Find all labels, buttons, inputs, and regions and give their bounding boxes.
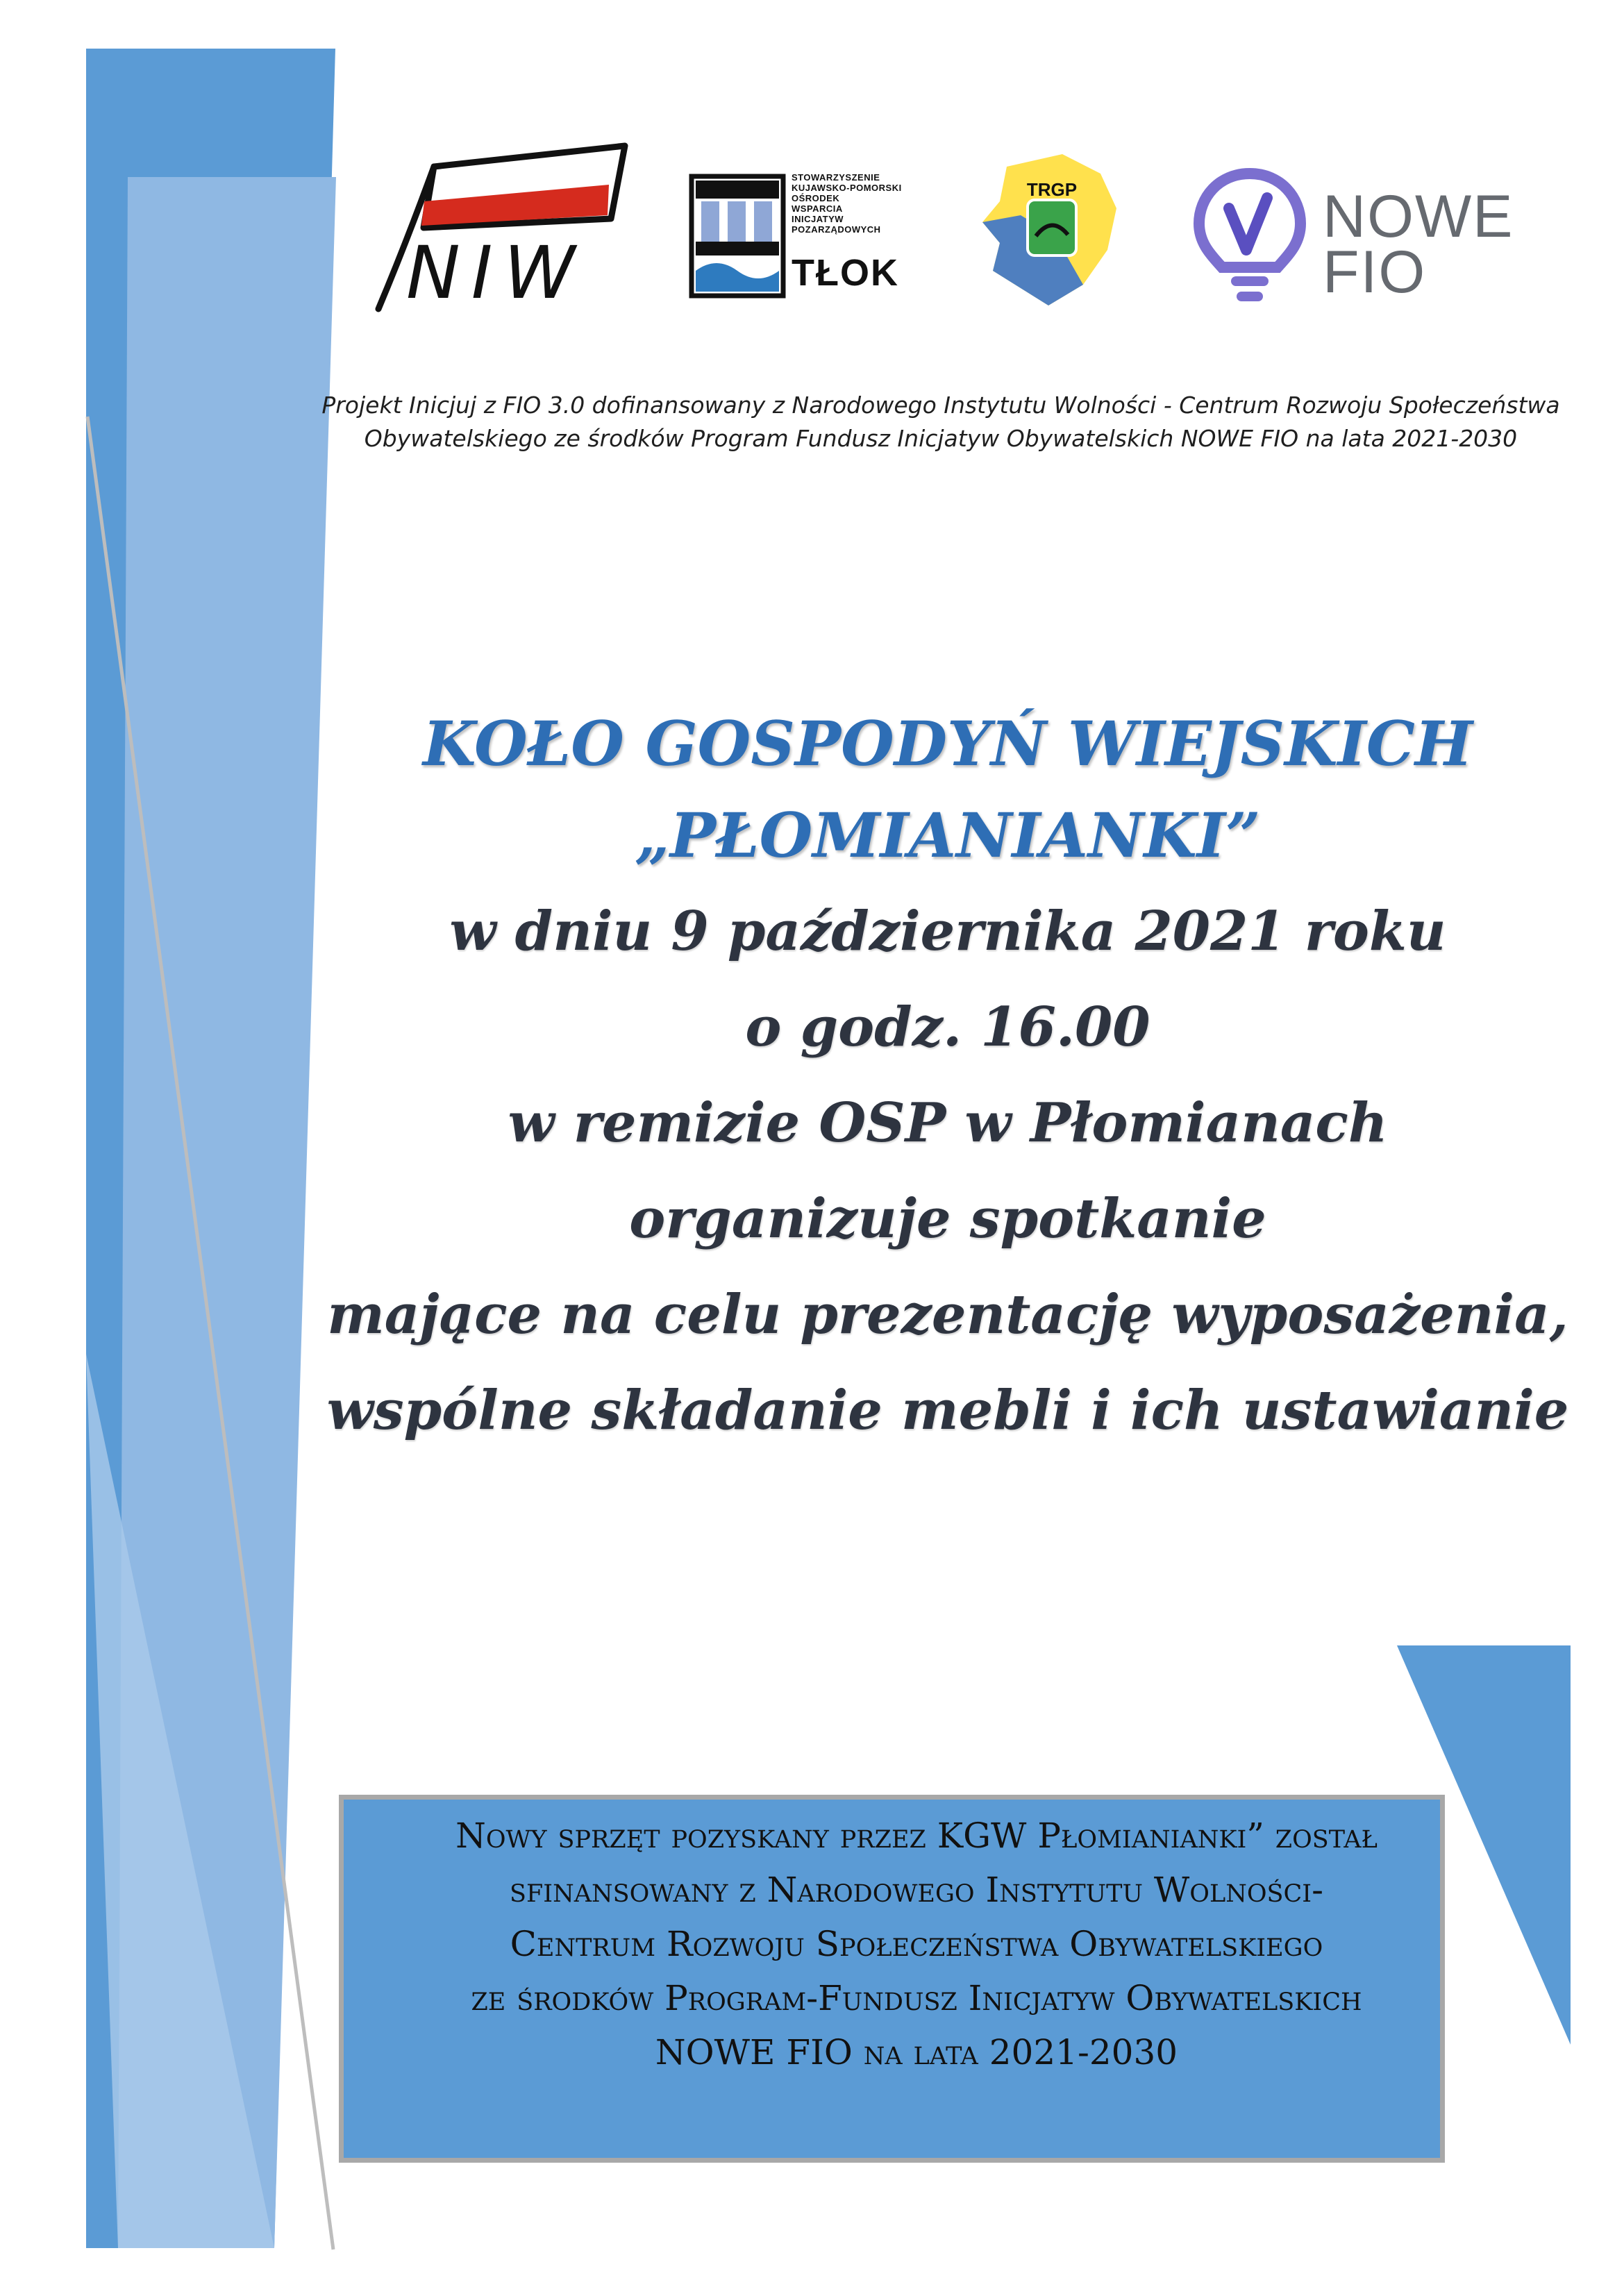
tlok-logo-mark [689, 174, 786, 299]
event-date: w dniu 9 października 2021 roku [449, 900, 1446, 963]
credit-line-1: Projekt Inicjuj z FIO 3.0 dofinansowany z Narodowego Instytutu Wolności - Centrum Rozwoju Społeczeństwa [321, 392, 1560, 419]
credit-line-2: Obywatelskiego ze środków Program Fundusz Inicjatyw Obywatelskich NOWE FIO na lata 2021-2030 [364, 425, 1518, 452]
event-place: w remizie OSP w Płomianach [508, 1091, 1388, 1155]
funding-line-1: Nowy sprzęt pozyskany przez KGW Płomianianki” został [455, 1816, 1378, 1856]
funding-line-2: sfinansowany z Narodowego Instytutu Wolności- [509, 1870, 1324, 1910]
tlok-logo-caption: STOWARZYSZENIE KUJAWSKO-POMORSKI OŚRODEK WSPARCIA INICJATYW POZARZĄDOWYCH [792, 172, 902, 235]
trgp-logo [979, 146, 1125, 312]
event-purpose-1: mające na celu prezentację wyposażenia, [327, 1283, 1568, 1346]
tlok-logo-name: TŁOK [792, 252, 899, 294]
niw-logo-text: NIW [406, 231, 587, 315]
funding-line-5: NOWE FIO na lata 2021-2030 [655, 2032, 1178, 2072]
event-time: o godz. 16.00 [745, 996, 1150, 1059]
funding-line-3: Centrum Rozwoju Społeczeństwa Obywatelskiego [510, 1924, 1323, 1964]
trgp-logo-text: TRGP [1026, 179, 1078, 200]
announcement [319, 698, 1576, 1459]
title-line-1: KOŁO GOSPODYŃ WIEJSKICH [422, 707, 1473, 780]
event-purpose-2: wspólne składanie mebli i ich ustawianie [326, 1379, 1569, 1442]
title-line-2: „PŁOMIANIANKI” [635, 799, 1261, 871]
funding-line-4: ze środków Program-Fundusz Inicjatyw Obywatelskich [471, 1978, 1362, 2018]
event-action: organizuje spotkanie [629, 1187, 1266, 1250]
funding-box-text [389, 1809, 1444, 2079]
lightbulb-icon [1191, 167, 1309, 305]
project-credit [305, 389, 1576, 455]
nowe-fio-logo-text: NOWE FIO [1323, 183, 1514, 305]
